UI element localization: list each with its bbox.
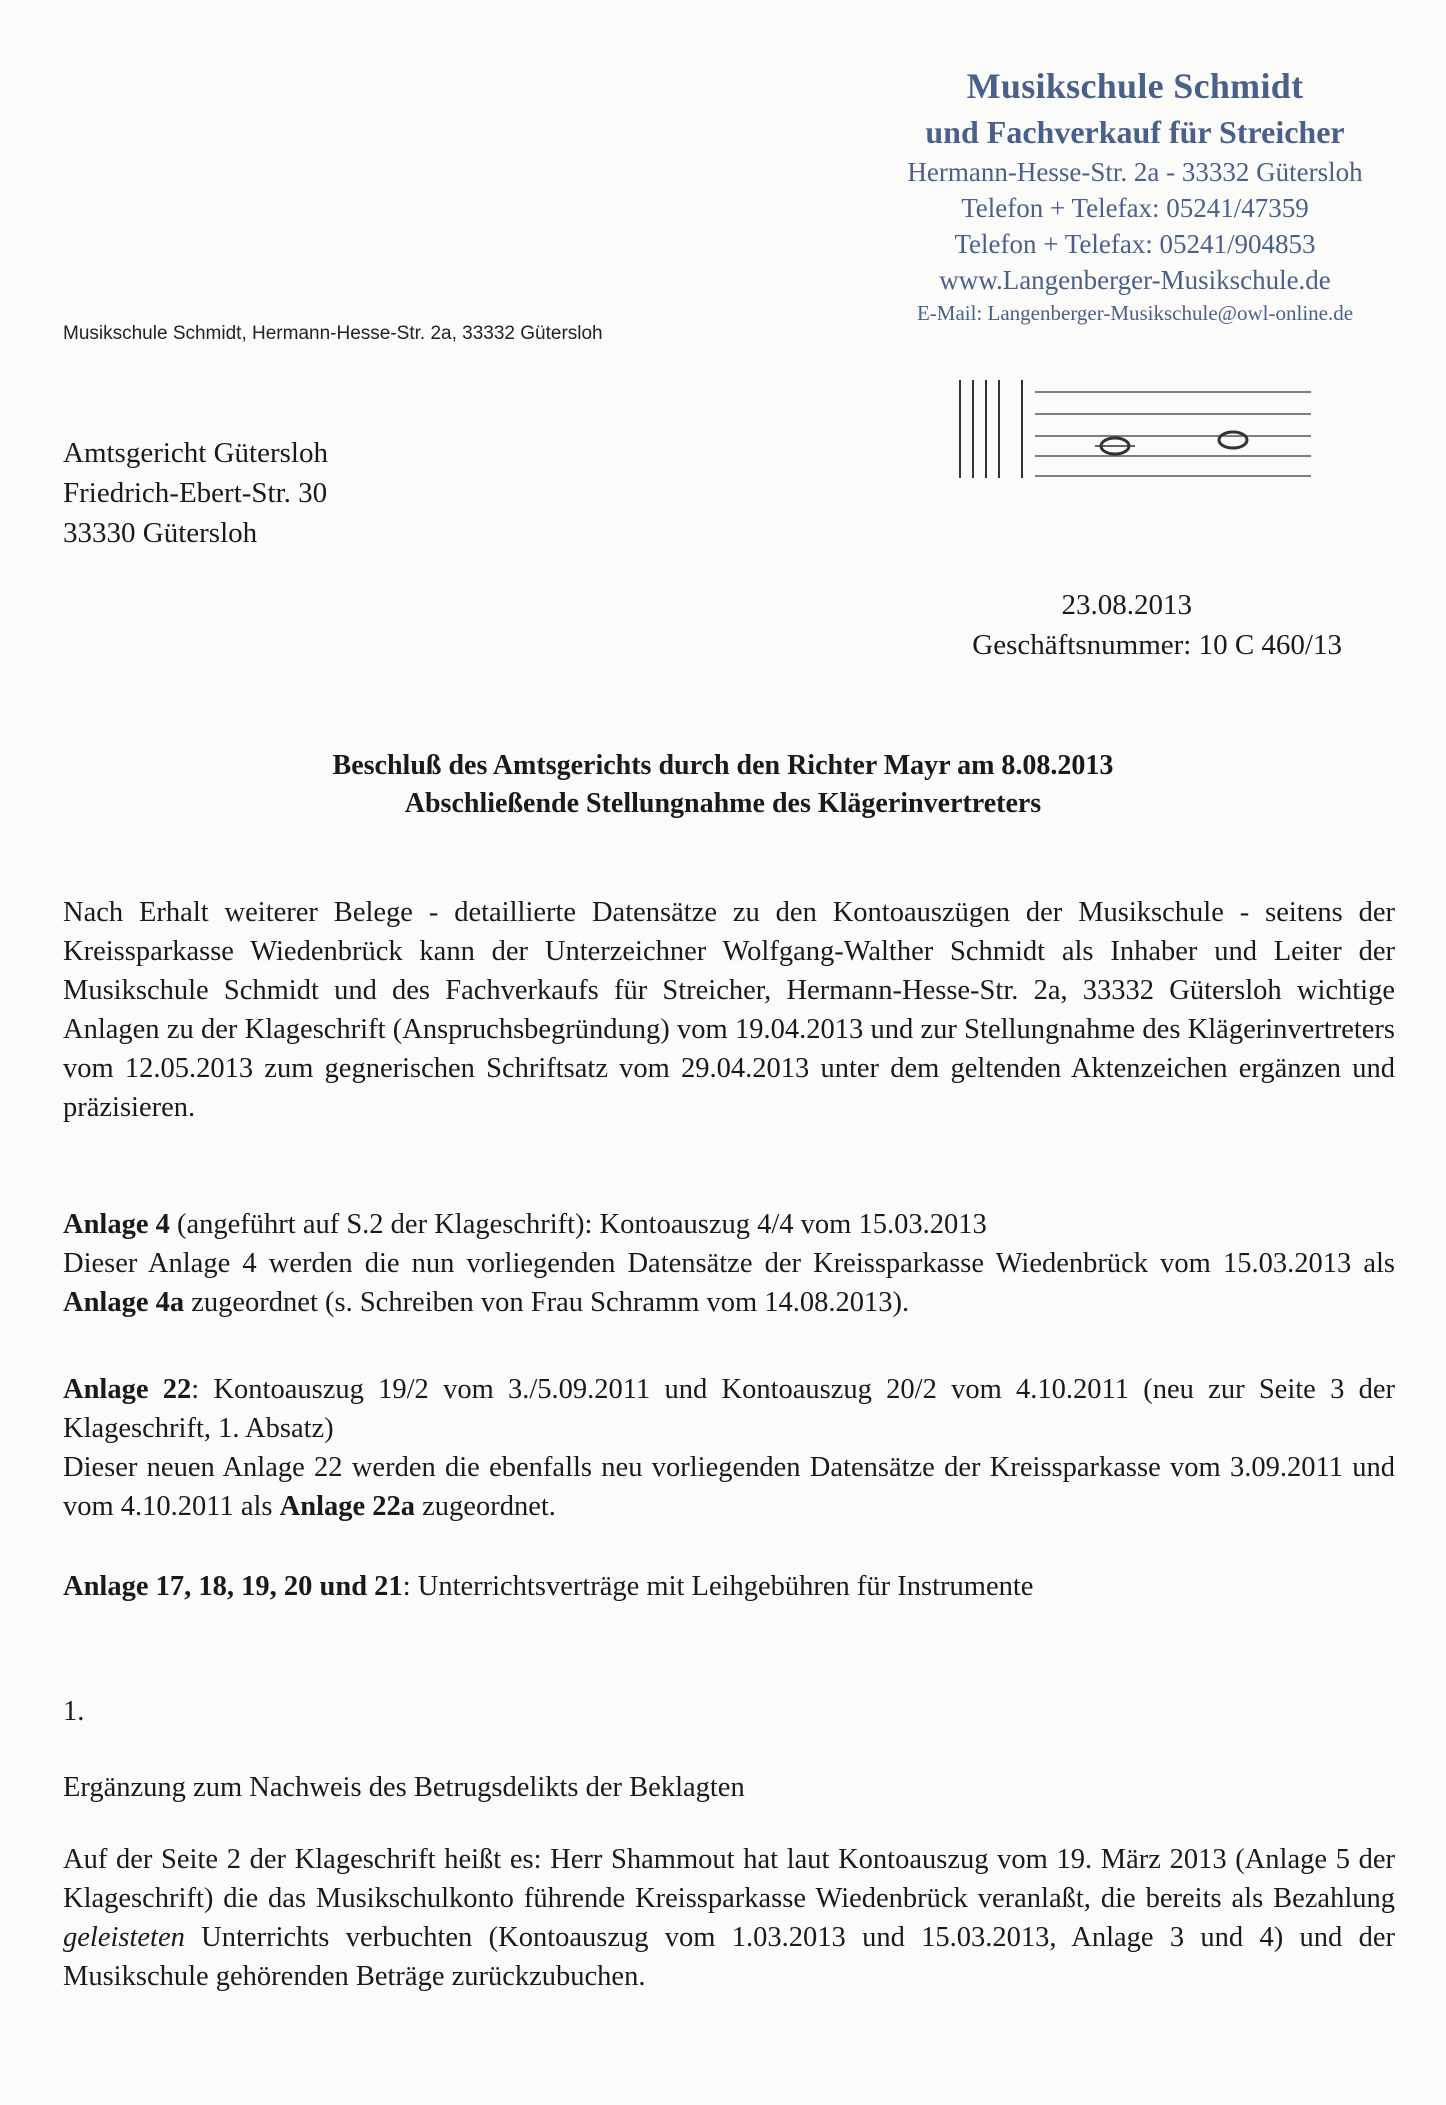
- recipient-address: [63, 433, 328, 553]
- letterhead: [810, 62, 1446, 328]
- anlage-4-text: [63, 1244, 1395, 1322]
- anlage-17-21-text: : Unterrichtsverträge mit Leihgebühren für Instrumente: [402, 1571, 1034, 1602]
- email-label: E-Mail:: [916, 301, 983, 325]
- intro-paragraph: Nach Erhalt weiterer Belege - detaillierte Datensätze zu den Kontoauszügen der Musikschule - seitens der Kreissparkasse Wiedenbrück kann der Unterzeichner Wolfgang-Walther Schmidt als Inhaber und Leiter der Musikschule Schmidt und des Fachverkaufs für Streicher, Hermann-Hesse-Str. 2a, 33332 Gütersloh wichtige Anlagen zu der Klageschrift (Anspruchsbegründung) vom 19.04.2013 und zur Stellungnahme des Klägerinvertreters vom 12.05.2013 zum gegnerischen Schriftsatz vom 29.04.2013 unter dem geltenden Aktenzeichen ergänzen und präzisieren.: [63, 897, 1395, 1123]
- anlage-4-label: Anlage 4: [63, 1209, 170, 1240]
- anlage-22-block: [63, 1370, 1395, 1526]
- anlage-4-text-after: zugeordnet (s. Schreiben von Frau Schramm vom 14.08.2013).: [184, 1287, 910, 1318]
- section-paragraph: [63, 1840, 1395, 1996]
- section-heading: Ergänzung zum Nachweis des Betrugsdelikts der Beklagten: [63, 1772, 745, 1803]
- recipient-line-3: 33330 Gütersloh: [63, 517, 258, 549]
- subject-line-1: Beschluß des Amtsgerichts durch den Richter Mayr am 8.08.2013: [332, 750, 1114, 781]
- section-paragraph-before: Auf der Seite 2 der Klageschrift heißt es: Herr Shammout hat laut Kontoauszug vom 19. März 2013 (Anlage 5 der Klageschrift) die das Musikschulkonto führende Kreissparkasse Wiedenbrück veranlaßt, die bereits als Bezahlung: [63, 1844, 1395, 1914]
- anlage-22-text-after: zugeordnet.: [415, 1491, 556, 1522]
- sender-line: Musikschule Schmidt, Hermann-Hesse-Str. 2a, 33332 Gütersloh: [63, 323, 603, 344]
- anlage-4-block: [63, 1205, 1395, 1322]
- date-block: [972, 585, 1342, 665]
- letterhead-email-line: [810, 298, 1446, 328]
- anlage-17-21-block: [63, 1567, 1395, 1606]
- anlage-22-title: [63, 1370, 1395, 1448]
- anlage-4-title: [63, 1205, 1395, 1244]
- subject-line-2: Abschließende Stellungnahme des Klägerinvertreters: [404, 788, 1042, 819]
- recipient-line-2: Friedrich-Ebert-Str. 30: [63, 477, 328, 509]
- letterhead-subtitle: und Fachverkauf für Streicher: [925, 114, 1345, 150]
- letterhead-email: Langenberger-Musikschule@owl-online.de: [987, 301, 1354, 325]
- recipient-line-1: Amtsgericht Gütersloh: [63, 437, 328, 469]
- letterhead-address: Hermann-Hesse-Str. 2a - 33332 Gütersloh: [907, 157, 1363, 187]
- anlage-4a-label: Anlage 4a: [63, 1287, 185, 1318]
- letterhead-phone-1: Telefon + Telefax: 05241/47359: [961, 193, 1309, 223]
- anlage-4-title-text: (angeführt auf S.2 der Klageschrift): Kontoauszug 4/4 vom 15.03.2013: [169, 1209, 987, 1240]
- section-number: 1.: [63, 1696, 85, 1727]
- anlage-4-text-before: Dieser Anlage 4 werden die nun vorliegenden Datensätze der Kreissparkasse Wiedenbrück vom 15.03.2013 als: [63, 1248, 1395, 1279]
- letter-date: 23.08.2013: [1061, 589, 1192, 621]
- anlage-22-text-before: Dieser neuen Anlage 22 werden die ebenfalls neu vorliegenden Datensätze der Kreissparkasse vom 3.09.2011 und vom 4.10.2011 als: [63, 1452, 1395, 1522]
- reference-number: Geschäftsnummer: 10 C 460/13: [972, 629, 1342, 661]
- music-staff-logo: [955, 378, 1315, 480]
- letterhead-website: www.Langenberger-Musikschule.de: [939, 265, 1331, 295]
- letterhead-phone-2: Telefon + Telefax: 05241/904853: [954, 229, 1316, 259]
- subject: [140, 747, 1306, 823]
- section-paragraph-italic: geleisteten: [63, 1922, 185, 1953]
- anlage-22-title-text: : Kontoauszug 19/2 vom 3./5.09.2011 und Kontoauszug 20/2 vom 4.10.2011 (neu zur Seite 3 der Klageschrift, 1. Absatz): [63, 1374, 1396, 1444]
- anlage-17-21-label: Anlage 17, 18, 19, 20 und 21: [63, 1571, 403, 1602]
- anlage-22-label: Anlage 22: [63, 1374, 192, 1405]
- letterhead-name: Musikschule Schmidt: [966, 66, 1304, 106]
- anlage-22-text: [63, 1448, 1395, 1526]
- anlage-22a-label: Anlage 22a: [279, 1491, 416, 1522]
- section-paragraph-after: Unterrichts verbuchten (Kontoauszug vom 1.03.2013 und 15.03.2013, Anlage 3 und 4) und der Musikschule gehörenden Beträge zurückzubuchen.: [63, 1922, 1395, 1992]
